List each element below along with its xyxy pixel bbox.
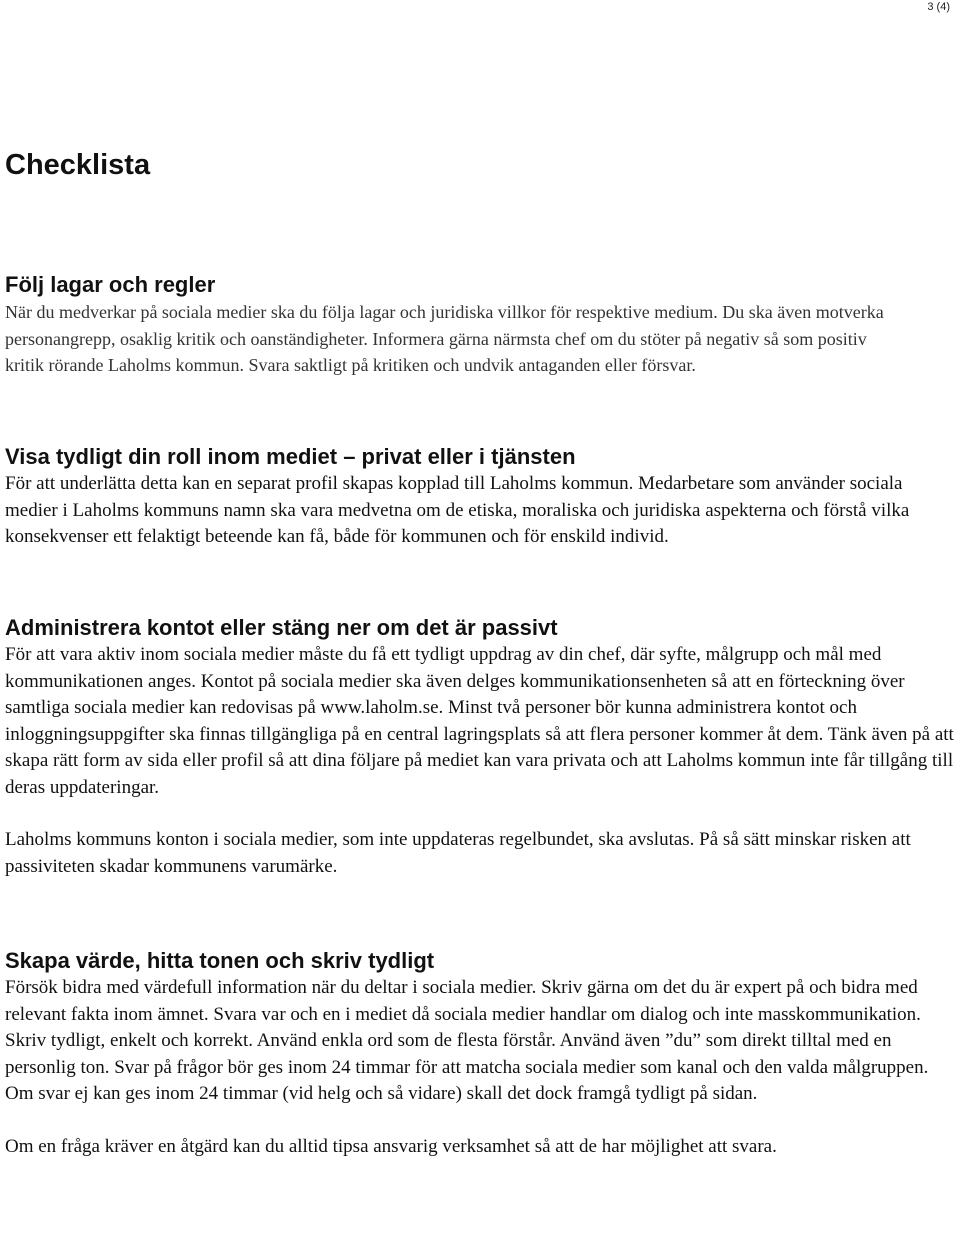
page-title: Checklista [5, 149, 151, 181]
section-heading: Skapa värde, hitta tonen och skriv tydligt [5, 948, 435, 973]
section-paragraph: Laholms kommuns konton i sociala medier, som inte uppdateras regelbundet, ska avslutas. På så sätt minskar risken att passiviteten skadar kommunens varumärke. [5, 829, 911, 877]
section-follow-laws [5, 271, 955, 379]
section-create-value [5, 947, 955, 1160]
section-paragraph: För att vara aktiv inom sociala medier måste du få ett tydligt uppdrag av din chef, där syfte, målgrupp och mål med kommunikationen anges. Kontot på sociala medier ska även delges kommunikationsenheten så att en förteckning över samtliga sociala medier kan redovisas på www.laholm.se. Minst två personer bör kunna administrera kontot och inloggningsuppgifter ska finnas tillgängliga på en central lagringsplats så att flera personer kommer åt dem. Tänk även på att skapa rätt form av sida eller profil så att dina följare på mediet kan vara privata och att Laholms kommun inte får tillgång till deras uppdateringar. [5, 644, 954, 798]
section-heading: Följ lagar och regler [5, 272, 216, 297]
section-administer-account [5, 614, 955, 880]
section-heading: Administrera kontot eller stäng ner om det är passivt [5, 615, 558, 640]
section-heading: Visa tydligt din roll inom mediet – privat eller i tjänsten [5, 444, 576, 469]
section-paragraph: Försök bidra med värdefull information när du deltar i sociala medier. Skriv gärna om det du är expert på och bidra med relevant fakta inom ämnet. Svara var och en i mediet då sociala medier handlar om dialog och inte masskommunikation. Skriv tydligt, enkelt och korrekt. Använd enkla ord som de flesta förstår. Använd även ”du” som direkt tilltal med en personlig ton. Svar på frågor bör ges inom 24 timmar för att matcha sociala medier som kanal och den valda målgruppen. Om svar ej kan ges inom 24 timmar (vid helg och så vidare) skall det dock framgå tydligt på sidan. [5, 977, 929, 1104]
section-paragraph: För att underlätta detta kan en separat profil skapas kopplad till Laholms kommun. Medarbetare som använder sociala medier i Laholms kommuns namn ska vara medvetna om de etiska, moraliska och juridiska aspekterna och förstå vilka konsekvenser ett felaktigt beteende kan få, både för kommunen och för enskild individ. [5, 473, 910, 547]
page-number: 3 (4) [927, 1, 950, 13]
section-paragraph: När du medverkar på sociala medier ska du följa lagar och juridiska villkor för respektive medium. Du ska även motverka personangrepp, osaklig kritik och oanständigheter. Informera gärna närmsta chef om du stöter på negativ så som positiv kritik rörande Laholms kommun. Svara saktligt på kritiken och undvik antaganden eller försvar. [5, 302, 884, 375]
section-show-role [5, 443, 955, 551]
section-paragraph: Om en fråga kräver en åtgärd kan du alltid tipsa ansvarig verksamhet så att de har möjlighet att svara. [5, 1135, 777, 1157]
